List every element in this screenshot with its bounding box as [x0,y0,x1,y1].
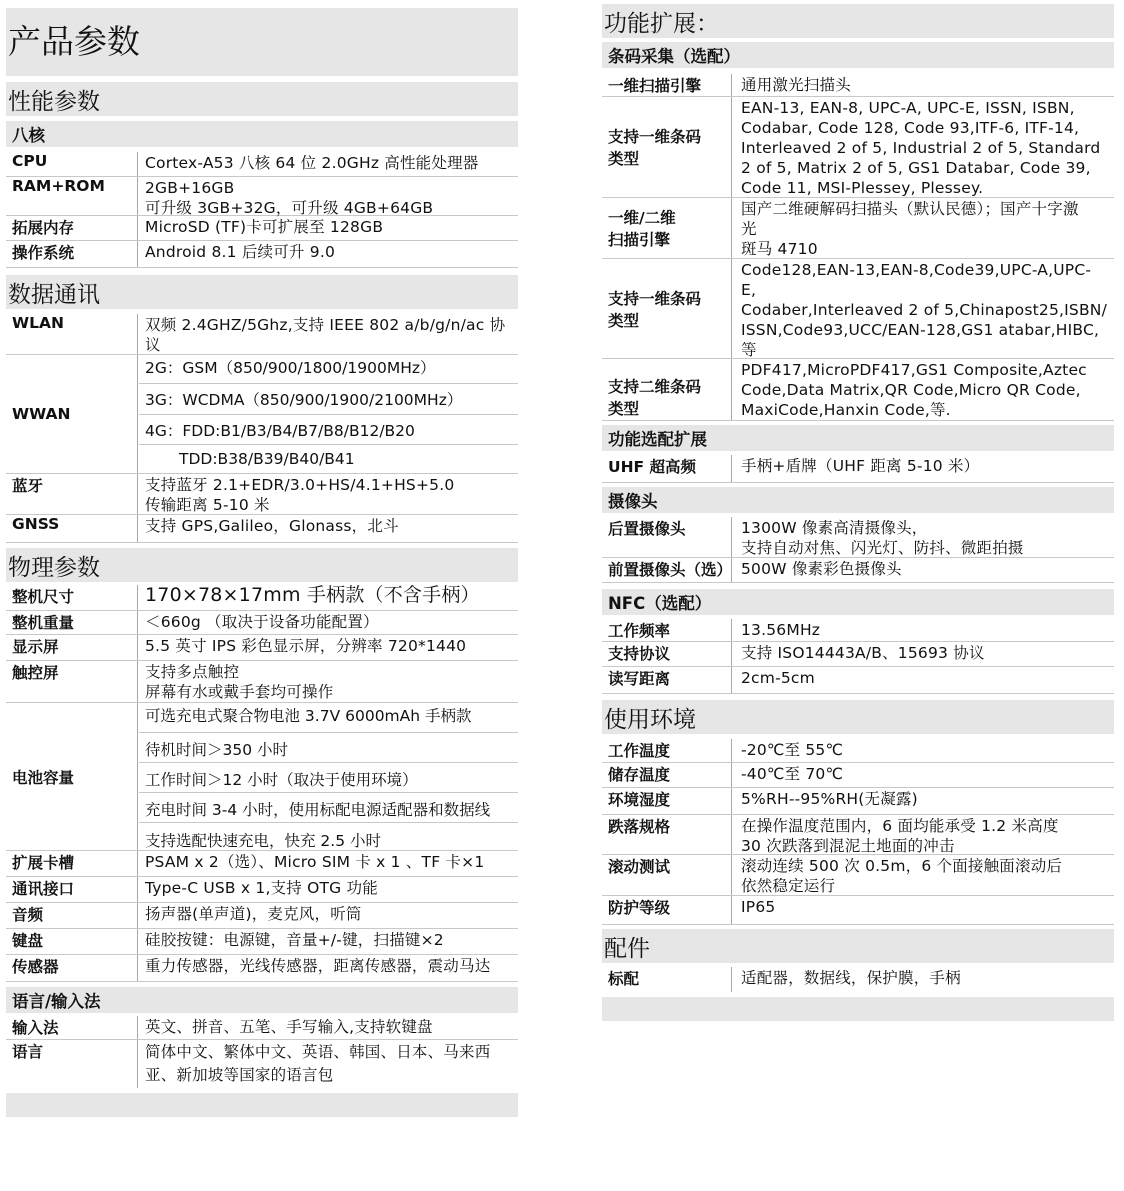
spec-label: 操作系统 [6,241,138,267]
spec-row-ip-rating [602,896,1114,925]
battery-charge-time: 充电时间 3-4 小时，使用标配电源适配器和数据线 [139,793,518,823]
spec-value: 国产二维硬解码扫描头（默认民德）；国产十字激 光 斑马 4710 [741,200,1079,258]
spec-row-nfc-protocol [602,642,1114,667]
spec-value: IP65 [741,898,776,916]
spec-value: 双频 2.4GHZ/5Ghz,支持 IEEE 802 a/b/g/n/ac 协 议 [145,316,506,354]
spec-label: 触控屏 [6,661,138,702]
spec-value: -40℃至 70℃ [741,765,844,783]
spec-value: PSAM x 2（选）、Micro SIM 卡 x 1 、TF 卡×1 [145,853,485,871]
spec-row-uhf [602,455,1114,483]
spec-label: 键盘 [6,929,138,954]
spec-row-size [6,585,518,611]
spec-row-touchscreen [6,661,518,703]
battery-fast-charge: 支持选配快速充电，快充 2.5 小时 [145,832,382,850]
section-heading-performance: 性能参数 [6,82,518,116]
spec-label: 支持一维条码 类型 [602,259,732,358]
spec-value: -20℃至 55℃ [741,741,844,759]
spec-label: 语言 [6,1040,138,1088]
spec-label: 支持二维条码 类型 [602,359,732,420]
spec-row-humidity [602,788,1114,815]
page-title: 产品参数 [6,8,518,76]
spec-label: 电池容量 [6,703,138,850]
spec-value: 支持蓝牙 2.1+EDR/3.0+HS/4.1+HS+5.0 传输距离 5-10 米 [145,476,455,514]
spec-row-bluetooth [6,474,518,515]
spec-value: Cortex-A53 八核 64 位 2.0GHz 高性能处理器 [145,154,479,172]
spec-row-nfc-distance [602,667,1114,694]
spec-value: Code128,EAN-13,EAN-8,Code39,UPC-A,UPC- E, Codaber,Interleaved 2 of 5,Chinapost25,ISBN/ ISSN,Code93,UCC/EAN-128,GS1 atabar,HIBC, 等 [741,261,1108,359]
spec-value: 5%RH--95%RH(无凝露) [741,790,918,808]
spec-row-input-method [6,1016,518,1040]
spec-row-keypad [6,929,518,955]
section-heading-physical: 物理参数 [6,548,518,582]
subheading-language: 语言/输入法 [6,987,518,1013]
spec-label: 传感器 [6,955,138,981]
spec-label: 支持一维条码 类型 [602,97,732,197]
spec-value: 支持多点触控 屏幕有水或戴手套均可操作 [145,663,334,701]
spec-label: 支持协议 [602,642,732,666]
wwan-4g-tdd: TDD:B38/B39/B40/B41 [179,450,355,468]
spec-row-os [6,241,518,268]
spec-value: 英文、拼音、五笔、手写输入,支持软键盘 [145,1018,433,1036]
spec-row-standard-accessories [602,967,1114,992]
spec-row-front-camera [602,558,1114,583]
spec-row-1d-types [602,97,1114,198]
spec-label: 防护等级 [602,896,732,924]
spec-value: 2cm-5cm [741,669,815,687]
spec-row-wlan [6,314,518,355]
spec-row-display [6,635,518,661]
section-heading-accessories: 配件 [602,929,1114,963]
spec-value: 手柄+盾牌（UHF 距离 5-10 米） [741,457,980,475]
spec-row-2d-engine [602,198,1114,259]
spec-row-sensors [6,955,518,982]
spec-value: 支持 ISO14443A/B、15693 协议 [741,644,985,662]
spec-value: Type-C USB x 1,支持 OTG 功能 [145,879,378,897]
spec-label: WLAN [6,314,138,354]
spec-label: WWAN [6,355,138,473]
wwan-2g: 2G：GSM（850/900/1800/1900MHz） [139,355,518,384]
spec-label: 蓝牙 [6,474,138,514]
spec-label: 拓展内存 [6,216,138,240]
spec-row-storage [6,216,518,241]
footer-band-right [602,997,1114,1021]
spec-row-nfc-frequency [602,619,1114,642]
spec-row-cpu [6,152,518,177]
spec-value: 扬声器(单声道)，麦克风，听筒 [145,905,362,923]
spec-value: 滚动连续 500 次 0.5m，6 个面接触面滚动后 依然稳定运行 [741,857,1063,895]
spec-label: 前置摄像头（选） [602,558,732,582]
spec-row-gnss [6,515,518,543]
spec-value: PDF417,MicroPDF417,GS1 Composite,Aztec Code,Data Matrix,QR Code,Micro QR Code, MaxiCode,Hanxin Code,等. [741,361,1087,419]
spec-label: UHF 超高频 [602,455,732,482]
section-heading-communication: 数据通讯 [6,275,518,309]
spec-value: 简体中文、繁体中文、英语、韩国、日本、马来西 亚、新加坡等国家的语言包 [145,1043,491,1084]
spec-value: 硅胶按键：电源键，音量+/-键，扫描键×2 [145,931,444,949]
spec-row-language [6,1040,518,1088]
spec-value: 支持 GPS,Galileo，Glonass，北斗 [145,517,399,535]
footer-band [6,1093,518,1117]
spec-label: 环境湿度 [602,788,732,814]
spec-row-weight [6,611,518,635]
spec-label: 一维/二维 扫描引擎 [602,198,732,258]
spec-row-interface [6,877,518,903]
subheading-nfc: NFC（选配） [602,589,1114,615]
subheading-octa-core: 八核 [6,121,518,147]
spec-value: 在操作温度范围内，6 面均能承受 1.2 米高度 30 次跌落到混泥土地面的冲击 [741,817,1059,855]
spec-label: 标配 [602,967,732,992]
spec-row-drop [602,815,1114,855]
spec-label: GNSS [6,515,138,542]
spec-label: 工作频率 [602,619,732,641]
spec-row-tumble [602,855,1114,896]
spec-value: 1300W 像素高清摄像头， 支持自动对焦、闪光灯、防抖、微距拍摄 [741,519,1024,557]
spec-value: Android 8.1 后续可升 9.0 [145,243,336,261]
spec-row-audio [6,903,518,929]
wwan-4g-fdd: 4G：FDD:B1/B3/B4/B7/B8/B12/B20 [139,415,518,445]
spec-label: 后置摄像头 [602,517,732,557]
spec-row-operating-temp [602,739,1114,763]
section-heading-environment: 使用环境 [602,700,1114,734]
spec-row-battery [6,703,518,851]
spec-value: 500W 像素彩色摄像头 [741,560,902,578]
spec-label: 显示屏 [6,635,138,660]
spec-label: 扩展卡槽 [6,851,138,876]
spec-row-ram-rom [6,177,518,216]
spec-label: 一维扫描引擎 [602,74,732,96]
spec-row-rear-camera [602,517,1114,558]
spec-label: 输入法 [6,1016,138,1039]
spec-row-2d-types [602,359,1114,421]
spec-label: 整机尺寸 [6,585,138,610]
wwan-3g: 3G：WCDMA（850/900/1900/2100MHz） [139,384,518,415]
spec-row-wwan [6,355,518,474]
page-title-right: 功能扩展： [602,4,1114,38]
spec-value: 通用激光扫描头 [741,76,851,94]
spec-value: EAN-13, EAN-8, UPC-A, UPC-E, ISSN, ISBN, Codabar, Code 128, Code 93,ITF-6, ITF-14, Interleaved 2 of 5, Industrial 2 of 5, Standard 2 of 5, Matrix 2 of 5, GS1 Databar, Code 39, Code 11, MSI-Plessey, Plessey. [741,99,1101,197]
spec-value: ＜660g （取决于设备功能配置） [145,613,379,631]
spec-label: 通讯接口 [6,877,138,902]
battery-worktime: 工作时间＞12 小时（取决于使用环境） [139,763,518,793]
spec-label: 整机重量 [6,611,138,634]
spec-label: RAM+ROM [6,177,138,215]
subheading-optional-expansion: 功能选配扩展 [602,425,1114,451]
spec-value: 重力传感器，光线传感器，距离传感器，震动马达 [145,957,491,975]
battery-capacity: 可选充电式聚合物电池 3.7V 6000mAh 手柄款 [139,703,518,733]
spec-value: 5.5 英寸 IPS 彩色显示屏，分辨率 720*1440 [145,637,467,655]
spec-row-storage-temp [602,763,1114,788]
spec-value: MicroSD (TF)卡可扩展至 128GB [145,218,384,236]
subheading-barcode: 条码采集（选配） [602,42,1114,68]
battery-standby: 待机时间＞350 小时 [139,733,518,763]
spec-row-1d-types-2 [602,259,1114,359]
subheading-camera: 摄像头 [602,487,1114,513]
spec-row-card-slots [6,851,518,877]
spec-value: 2GB+16GB 可升级 3GB+32G，可升级 4GB+64GB [145,179,434,217]
spec-label: 储存温度 [602,763,732,787]
spec-value: 13.56MHz [741,621,821,639]
spec-label: 跌落规格 [602,815,732,854]
spec-label: 工作温度 [602,739,732,762]
spec-label: CPU [6,152,138,176]
spec-row-1d-engine [602,74,1114,97]
spec-value: 适配器，数据线，保护膜，手柄 [741,969,961,987]
spec-label: 滚动测试 [602,855,732,895]
spec-label: 读写距离 [602,667,732,693]
spec-value: 170×78×17mm 手柄款（不含手柄） [145,584,480,606]
spec-label: 音频 [6,903,138,928]
